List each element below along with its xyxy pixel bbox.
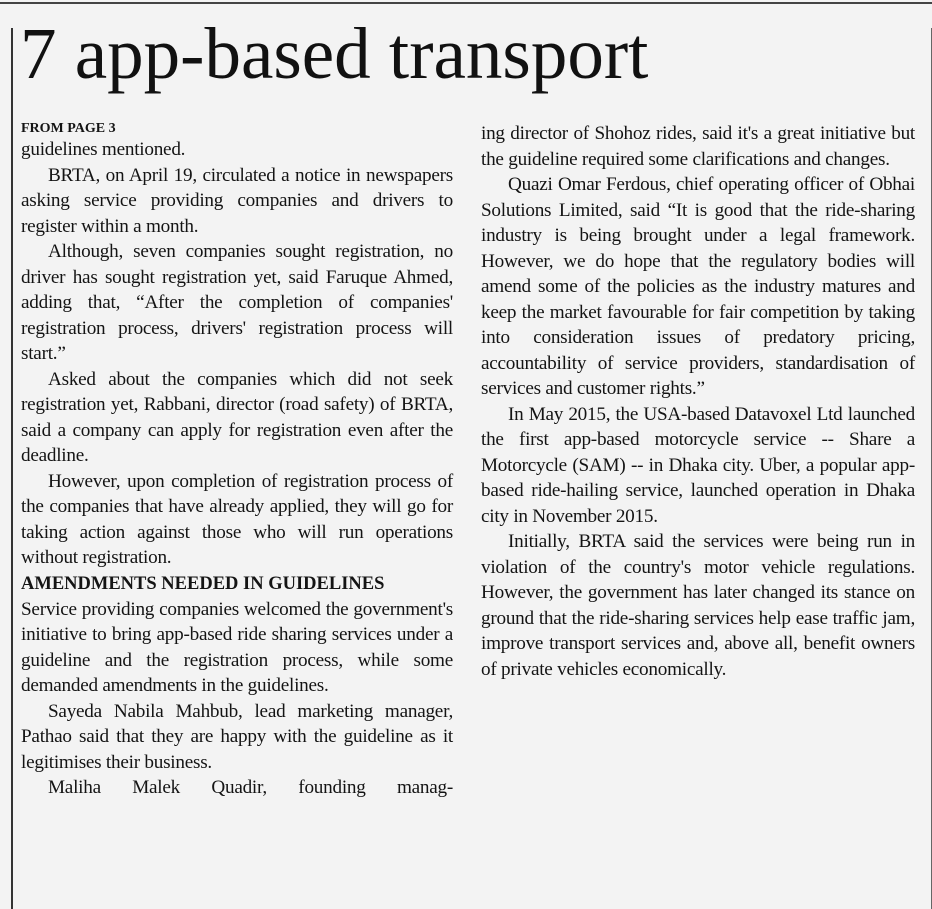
paragraph-history: In May 2015, the USA-based Datavoxel Ltd launched the first app-based motorcycle service -- Share a Motorcycle (SAM) -- in Dhaka city. Uber, a popular app-based ride-hailing service, launched operation in Dhaka city in November 2015. xyxy=(481,403,915,527)
jump-line-kicker: FROM PAGE 3 xyxy=(21,121,116,136)
paragraph-enforcement: However, upon completion of registration process of the companies that have already applied, they will go for taking action against those who will run operations without registration. xyxy=(21,470,453,568)
paragraph-obhai-quote: Quazi Omar Ferdous, chief operating officer of Obhai Solutions Limited, said “It is good that the ride-sharing industry is being brought under a legal framework. However, we do hope that the regulatory bodies will amend some of the policies as the industry matures and keep the market favourable for fair competition by taking into consideration issues of predatory pricing, accountability of service providers, standardisation of services and customer rights.” xyxy=(481,174,915,399)
left-column xyxy=(21,120,453,801)
paragraph-brta-stance: Initially, BRTA said the services were being run in violation of the country's motor vehicle regulations. However, the government has later changed its stance on ground that the ride-sharing services help ease traffic jam, improve transport services and, above all, benefit owners of private vehicles economically. xyxy=(481,531,915,680)
paragraph-continuation: guidelines mentioned. xyxy=(21,139,186,160)
subheading-amendments: AMENDMENTS NEEDED IN GUIDELINES xyxy=(21,573,385,594)
paragraph-pathao: Sayeda Nabila Mahbub, lead marketing manager, Pathao said that they are happy with the guideline as it legitimises their business. xyxy=(21,700,453,773)
paragraph-companies-welcome: Service providing companies welcomed the government's initiative to bring app-based ride sharing services under a guideline and the registration process, while some demanded amendments in the guidelines. xyxy=(21,598,453,696)
paragraph-rabbani-quote: Asked about the companies which did not seek registration yet, Rabbani, director (road safety) of BRTA, said a company can apply for registration even after the deadline. xyxy=(21,368,453,466)
paragraph-brta-notice: BRTA, on April 19, circulated a notice in newspapers asking service providing companies and drivers to register within a month. xyxy=(21,164,453,237)
top-border-rule xyxy=(0,2,932,4)
right-column xyxy=(481,121,915,682)
paragraph-registration-status: Although, seven companies sought registration, no driver has sought registration yet, said Faruque Ahmed, adding that, “After the completion of companies' registration process, drivers' registration process will start.” xyxy=(21,241,453,364)
paragraph-shohoz-continued: ing director of Shohoz rides, said it's a great initiative but the guideline required some clarifications and changes. xyxy=(481,123,915,170)
headline: 7 app-based transport xyxy=(20,13,649,94)
paragraph-shohoz-start: Maliha Malek Quadir, founding manag- xyxy=(48,777,453,798)
left-column-rule xyxy=(11,28,13,909)
